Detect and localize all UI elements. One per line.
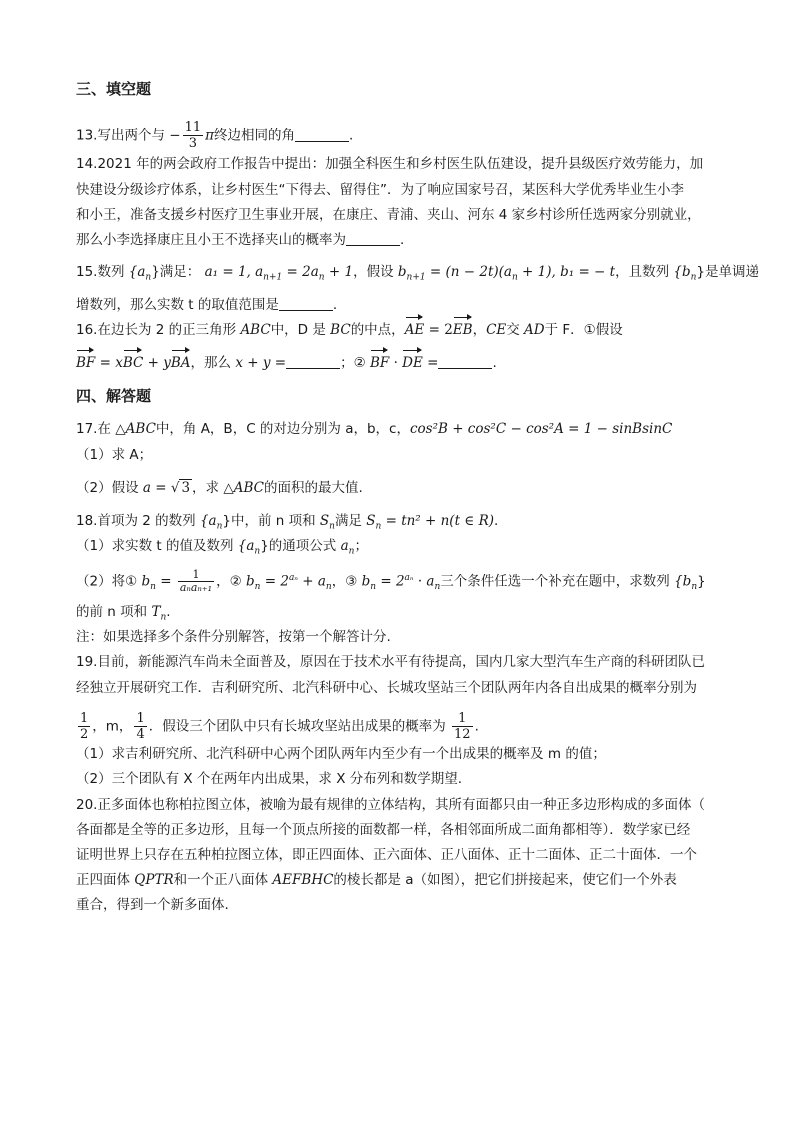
question-19-line-1: 19.目前，新能源汽车尚未全面普及，原因在于技术水平有待提高，国内几家大型汽车生产商的科研团队已	[76, 654, 705, 670]
question-17: 17.在 △ABC中，角 A，B，C 的对边分别为 a，b，c，cos²B + cos²C − cos²A = 1 − sinBsinC	[76, 421, 673, 437]
question-19-line-2: 经独立开展研究工作．吉利研究所、北汽科研中心、长城攻坚站三个团队两年内各自出成果的概率分别为	[76, 680, 697, 696]
question-15-line-1: 15.数列 $\{a_n\}$满足： a₁ = 1, $a_{n+1} = 2a_n + 1$，假设 $b_{n+1} = (n - 2t)(a_n + 1)$, b₁ = − t，且数列 $\{b_n\}$是单调递	[76, 264, 759, 283]
answer-blank[interactable]	[279, 296, 333, 311]
question-18-part-1: （1）求实数 t 的值及数列 $\{a_n\}$的通项公式 $a_n$；	[76, 538, 368, 557]
question-14-line-1: 14.2021 年的两会政府工作报告中提出：加强全科医生和乡村医生队伍建设，提升县级医疗效劳能力，加	[76, 156, 704, 172]
question-18-note: 注：如果选择多个条件分别解答，按第一个解答计分.	[76, 629, 391, 645]
fraction-1-2: $\frac{1}{2}$	[80, 711, 89, 742]
fraction-1-4: $\frac{1}{4}$	[136, 711, 145, 742]
question-20-line-2: 各面都是全等的正多边形，且每一个顶点所接的面数都一样，各相邻面所成二面角都相等）．数学家已经	[76, 822, 691, 838]
question-18: 18.首项为 2 的数列 $\{a_n\}$中，前 n 项和 $S_n$满足 $S_n = tn^2 + n(t$ ∈ R).	[76, 513, 499, 532]
question-20-line-5: 重合，得到一个新多面体.	[76, 897, 229, 913]
answer-blank[interactable]	[286, 354, 340, 369]
question-20-line-4: 正四面体 QPTR和一个正八面体 AEFBHC的棱长都是 a（如图），把它们拼接起来，使它们一个外表	[76, 872, 677, 888]
question-19-part-2: （2）三个团队有 X 个在两年内出成果，求 X 分布列和数学期望.	[76, 771, 463, 787]
question-14-line-2: 快建设分级诊疗体系，让乡村医生“下得去、留得住”．为了响应国家号召，某医科大学优秀毕业生小李	[76, 182, 684, 198]
question-20-line-3: 证明世界上只存在五种柏拉图立体，即正四面体、正六面体、正八面体、正十二面体、正二十面体．一个	[76, 847, 697, 863]
answer-blank[interactable]	[346, 231, 400, 246]
question-18-part-2-cont: 的前 n 项和 $T_n$.	[76, 604, 171, 623]
section-4-heading: 四、解答题	[76, 387, 152, 405]
fraction-1-over-an-an1: $\frac{1}{\text{aₙaₙ₊₁}}$	[179, 568, 213, 594]
question-19-part-1: （1）求吉利研究所、北汽科研中心两个团队两年内至少有一个出成果的概率及 m 的值；	[76, 746, 606, 762]
question-18-part-2: （2）将① $b_n$ = $\frac{1}{\text{aₙaₙ₊₁}}$ ，② $b_n = 2^{a_n} + a_n$，③ $b_n = 2^{a_n} \cdot a_n$三个条件任选一个补充在题中，求数列 $\{b_n\}$	[76, 568, 706, 594]
question-20-line-1: 20.正多面体也称柏拉图立体，被喻为最有规律的立体结构，其所有面都只由一种正多边形构成的多面体（	[76, 797, 705, 813]
question-16-line-2: BF = xBC + yBA，那么 x + y = ；② BF · DE = .	[76, 355, 497, 371]
fraction-1-12: $\frac{1}{12}$	[454, 711, 471, 742]
question-14-line-4: 那么小李选择康庄且小王不选择夹山的概率为 .	[76, 232, 405, 248]
question-14-line-3: 和小王，准备支援乡村医疗卫生事业开展，在康庄、青浦、夹山、河东 4 家乡村诊所任选两家分别就业，	[76, 207, 701, 223]
question-17-part-2: （2）假设 a = √ 3 ，求 △ABC的面积的最大值.	[76, 480, 363, 496]
section-3-heading: 三、填空题	[76, 80, 152, 98]
answer-blank[interactable]	[438, 354, 492, 369]
sqrt-3: √ 3	[170, 480, 191, 496]
question-15-line-2: 增数列，那么实数 t 的取值范围是 .	[76, 297, 338, 313]
question-17-part-1: （1）求 A；	[76, 447, 153, 463]
question-16-line-1: 16.在边长为 2 的正三角形 ABC中，D 是 BC的中点，AE = 2EB，CE交 AD于 F．①假设	[76, 322, 623, 338]
question-13: 13.写出两个与 − $\frac{11}{3}$ π终边相同的角 .	[76, 120, 354, 151]
answer-blank[interactable]	[295, 127, 349, 142]
question-19-line-3: $\frac{1}{2}$ ，m， $\frac{1}{4}$ ．假设三个团队中只有长城攻坚站出成果的概率为 $\frac{1}{12}$ .	[80, 711, 479, 742]
fraction-11-3: $\frac{11}{3}$	[184, 120, 202, 151]
